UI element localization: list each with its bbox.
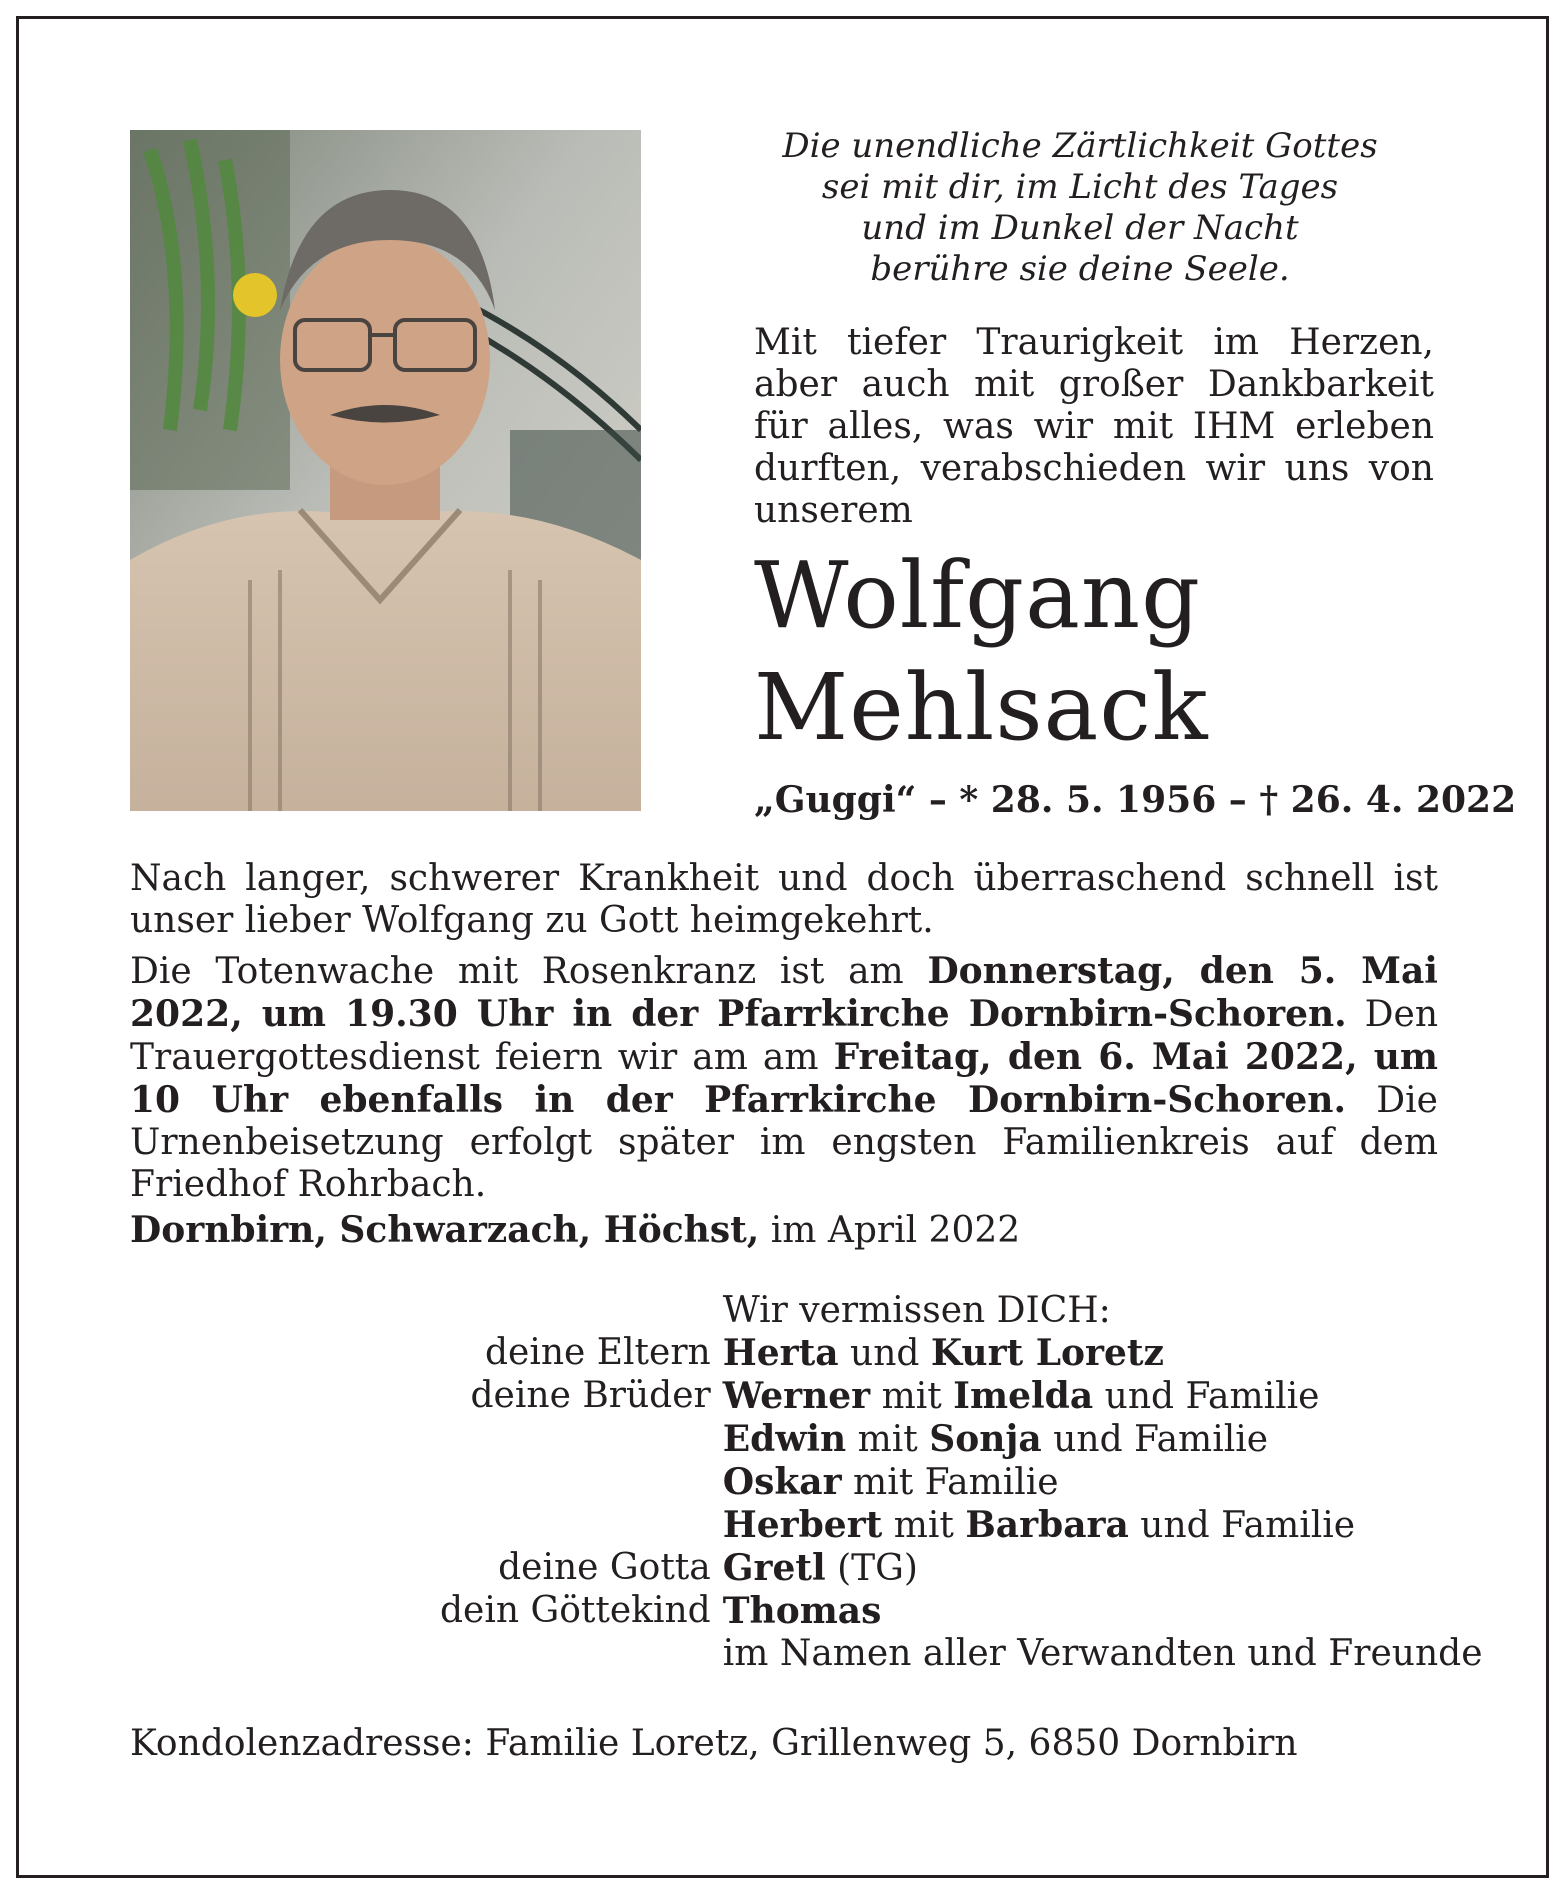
connector-text: mit Familie: [841, 1462, 1059, 1503]
family-name: Edwin: [722, 1418, 847, 1460]
condolence-address: Kondolenzadresse: Familie Loretz, Grillenweg 5, 6850 Dornbirn: [130, 1723, 1298, 1764]
deceased-name: [754, 540, 1209, 764]
connector-text: und Familie: [1041, 1419, 1269, 1460]
connector-text: mit: [846, 1419, 930, 1460]
list-item: [440, 1633, 1483, 1675]
wake-date: Donnerstag, den 5. Mai 2022, um 19.30 Uhr in der Pfarrkirche Dornbirn-Schoren.: [130, 950, 1438, 1035]
list-item: [440, 1461, 1483, 1504]
verse-line: Die unendliche Zärtlichkeit Gottes: [782, 126, 1378, 166]
paragraph-illness: Nach langer, schwerer Krankheit und doch überraschend schnell ist unser lieber Wolfgang zu Gott heimgekehrt.: [130, 858, 1438, 941]
connector-text: und: [838, 1333, 931, 1374]
family-name: Kurt Loretz: [930, 1332, 1164, 1374]
family-name: Oskar: [722, 1461, 842, 1503]
list-item: [440, 1504, 1483, 1547]
family-name: Herta: [722, 1332, 839, 1374]
list-item: [440, 1332, 1483, 1375]
family-header: Wir vermissen DICH:: [722, 1290, 1111, 1331]
announcement-body: [130, 858, 1438, 1214]
family-name: Herbert: [722, 1504, 883, 1546]
verse-line: berühre sie deine Seele.: [870, 249, 1290, 289]
first-name: Wolfgang: [754, 542, 1202, 649]
list-item: [440, 1375, 1483, 1418]
relation-label: dein Göttekind: [440, 1590, 711, 1631]
portrait-photo: [130, 130, 641, 811]
towns: Dornbirn, Schwarzach, Höchst,: [130, 1209, 760, 1251]
last-name: Mehlsack: [754, 654, 1209, 761]
connector-text: mit: [870, 1376, 954, 1417]
family-name: Sonja: [929, 1418, 1042, 1460]
family-list: [440, 1290, 1483, 1675]
relation-label: deine Gotta: [498, 1547, 711, 1588]
connector-text: und Familie: [1093, 1376, 1320, 1417]
connector-text: mit: [882, 1505, 966, 1546]
list-item: [440, 1547, 1483, 1590]
services-text: Die Urnenbeisetzung erfolgt später im engsten Familienkreis auf dem Friedhof Rohrbach.: [130, 1080, 1438, 1205]
closing-line: im Namen aller Verwandten und Freunde: [722, 1633, 1483, 1674]
funeral-date: Freitag, den 6. Mai 2022, um 10 Uhr ebenfalls in der Pfarrkirche Dornbirn-Schoren.: [130, 1036, 1438, 1121]
list-item: [440, 1290, 1483, 1332]
intro-text: Mit tiefer Traurigkeit im Herzen, aber auch mit großer Dankbarkeit für alles, was wir mit IHM erleben durften, verabschieden wir uns von unserem: [754, 322, 1434, 531]
place-date: [130, 1208, 1020, 1253]
family-name: Imelda: [953, 1375, 1094, 1417]
connector-text: (TG): [825, 1548, 918, 1589]
list-item: [440, 1418, 1483, 1461]
verse-line: sei mit dir, im Licht des Tages: [821, 167, 1339, 207]
family-name: Werner: [722, 1375, 871, 1417]
family-name: Barbara: [965, 1504, 1129, 1546]
paragraph-services: [130, 950, 1438, 1206]
relation-label: deine Brüder: [470, 1375, 711, 1416]
services-text: Den Trauergottesdienst feiern wir am am: [130, 994, 1439, 1078]
month-year: im April 2022: [759, 1210, 1021, 1251]
services-text: Die Totenwache mit Rosenkranz ist am: [130, 951, 928, 992]
verse: [760, 126, 1400, 290]
verse-line: und im Dunkel der Nacht: [861, 208, 1299, 248]
family-name: Thomas: [722, 1590, 882, 1632]
list-item: [440, 1590, 1483, 1633]
life-dates: „Guggi“ – * 28. 5. 1956 – † 26. 4. 2022: [754, 779, 1517, 821]
connector-text: und Familie: [1128, 1505, 1356, 1546]
relation-label: deine Eltern: [484, 1332, 711, 1373]
family-name: Gretl: [722, 1547, 826, 1589]
